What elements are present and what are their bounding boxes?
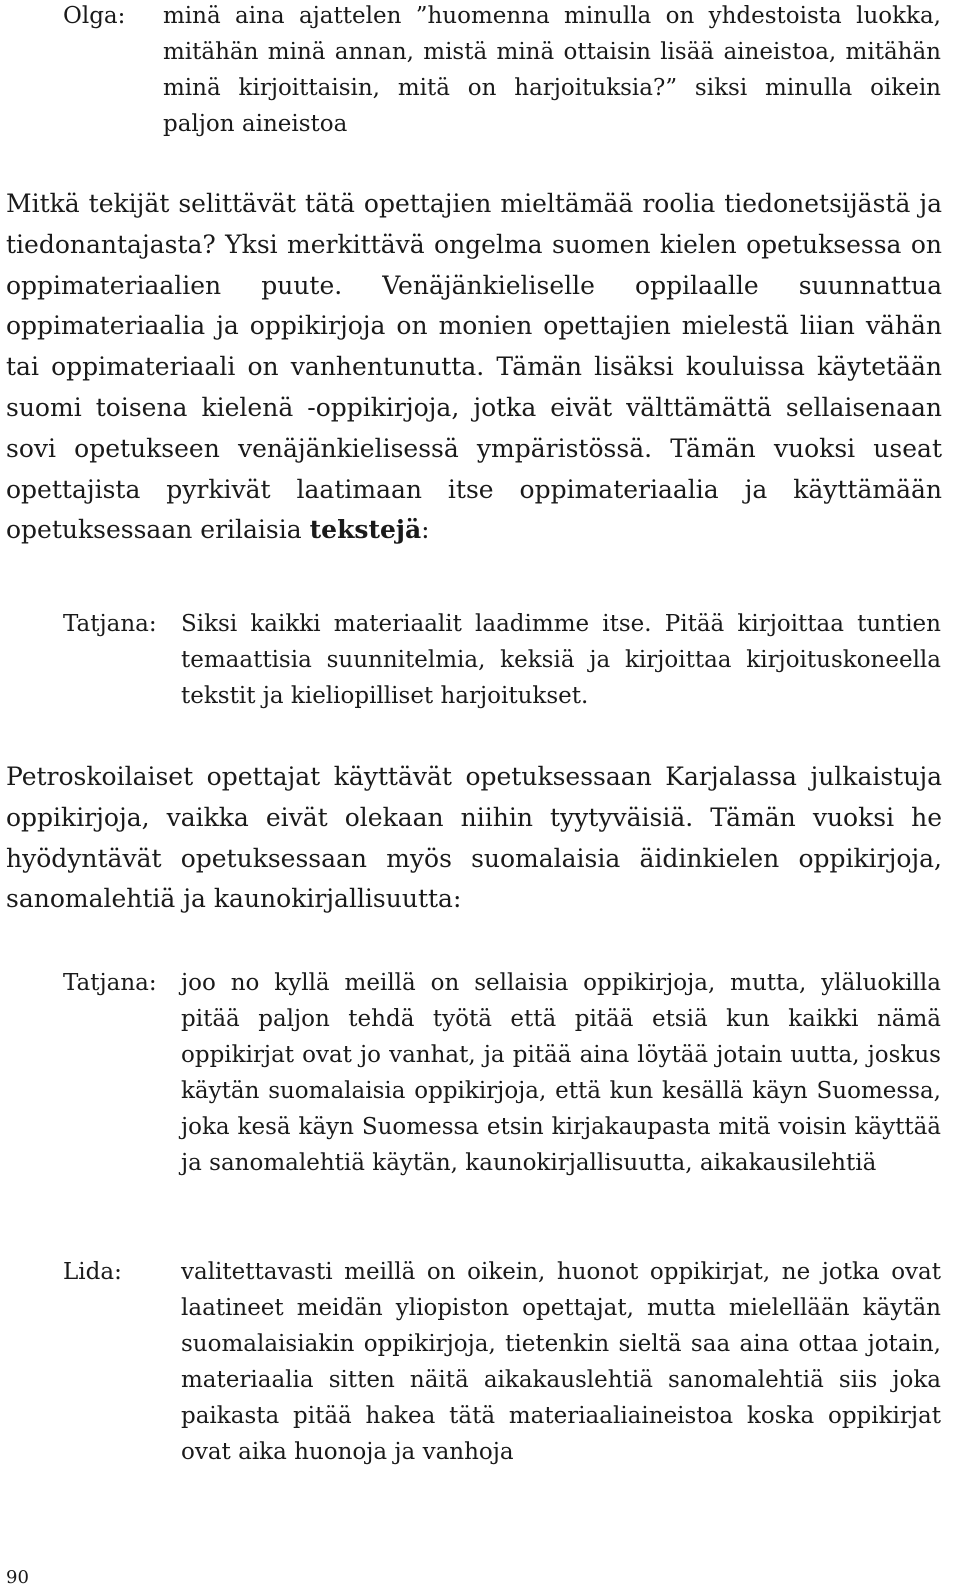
quote-text: Siksi kaikki materiaalit laadimme itse. Pitää kirjoittaa tuntien temaattisia suunnitelmia, keksiä ja kirjoittaa kirjoituskoneella tekstit ja kieliopilliset harjoitukset. [181,611,941,709]
speaker-label: Tatjana: [63,970,157,996]
bold-term: tekstejä [309,515,422,545]
quote-text: joo no kyllä meillä on sellaisia oppikirjoja, mutta, yläluokilla pitää paljon tehdä työtä että pitää etsiä kun kaikki nämä oppikirjat ovat jo vanhat, ja pitää aina löytää jotain uutta, joskus käytän suomalaisia oppikirjoja, että kun kesällä käyn Suomessa, joka kesä käyn Suomessa etsin kirjakaupasta mitä voisin käyttää ja sanomalehtiä käytän, kaunokirjallisuutta, aikakausilehtiä [181,970,941,1176]
body-paragraph [6,184,942,551]
speaker-label: Tatjana: [63,611,157,637]
speaker-label: Lida: [63,1259,122,1285]
paragraph-tail: : [421,515,430,545]
page-number: 90 [6,1567,29,1588]
body-paragraph [6,757,942,920]
paragraph-text: Petroskoilaiset opettajat käyttävät opetuksessaan Karjalassa julkaistuja oppikirjoja, vaikka eivät olekaan niihin tyytyväisiä. Tämän vuoksi he hyödyntävät opetuksessaan myös suomalaisia äidinkielen oppikirjoja, sanomalehtiä ja kaunokirjallisuutta: [6,762,942,914]
paragraph-text: Mitkä tekijät selittävät tätä opettajien mieltämää roolia tiedonetsijästä ja tiedonantajasta? Yksi merkittävä ongelma suomen kielen opetuksessa on oppimateriaalien puute. Venäjänkieliselle oppilaalle suunnattua oppimateriaalia ja oppikirjoja on monien opettajien mielestä liian vähän tai oppimateriaali on vanhentunutta. Tämän lisäksi kouluissa käytetään suomi toisena kielenä -oppikirjoja, jotka eivät välttämättä sellaisenaan sovi opetukseen venäjänkielisessä ympäristössä. Tämän vuoksi useat opettajista pyrkivät laatimaan itse oppimateriaalia ja käyttämään opetuksessaan erilaisia [6,189,942,545]
quote-text: minä aina ajattelen ”huomenna minulla on yhdestoista luokka, mitähän minä annan, mistä minä ottaisin lisää aineistoa, mitähän minä kirjoittaisin, mitä on harjoituksia?” siksi minulla oikein paljon aineistoa [163,3,941,137]
quote-text: valitettavasti meillä on oikein, huonot oppikirjat, ne jotka ovat laatineet meidän yliopiston opettajat, mutta mielellään käytän suomalaisiakin oppikirjoja, tietenkin sieltä saa aina ottaa jotain, materiaalia sitten näitä aikakauslehtiä sanomalehtiä siis joka paikasta pitää hakea tätä materiaaliaineistoa koska oppikirjat ovat aika huonoja ja vanhoja [181,1259,941,1465]
speaker-label: Olga: [63,3,126,29]
